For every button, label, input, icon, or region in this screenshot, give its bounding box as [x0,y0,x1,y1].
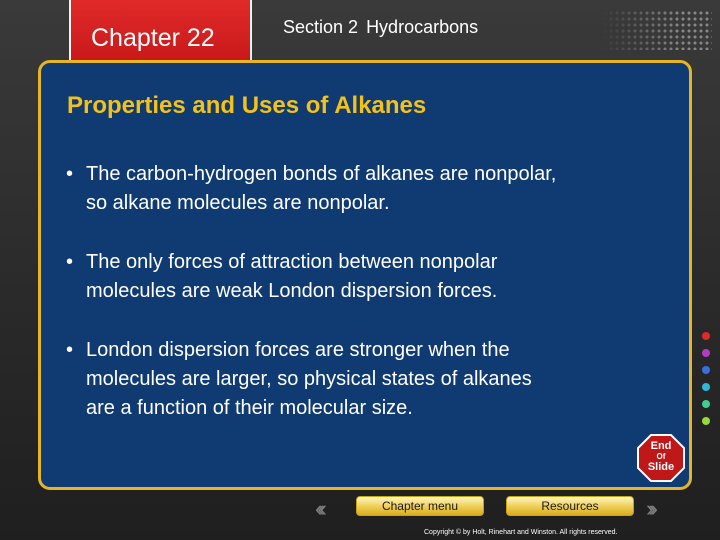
section-title [283,17,478,38]
resources-button[interactable]: Resources [506,496,634,516]
section-number: Section 2 [283,17,359,37]
bullet-item [66,248,666,306]
color-dot [702,383,710,391]
bullet-line: molecules are weak London dispersion forces. [86,280,498,302]
end-slide-text: Of [656,452,666,461]
bullet-mark: • [66,339,74,361]
bullet-line: London dispersion forces are stronger when the [86,339,510,361]
color-dot [702,366,710,374]
section-name: Hydrocarbons [366,17,479,37]
previous-slide-arrows[interactable]: ‹‹‹ [315,496,322,521]
bullet-line: molecules are larger, so physical states of alkanes [86,368,532,390]
color-dot [702,400,710,408]
end-of-slide-button[interactable] [637,434,685,482]
color-dot [702,417,710,425]
bullet-line: are a function of their molecular size. [86,397,413,419]
chapter-label: Chapter 22 [91,24,215,52]
copyright-notice: Copyright © by Holt, Rinehart and Winston. All rights reserved. [424,529,618,536]
bullet-line: so alkane molecules are nonpolar. [86,192,390,214]
decorative-dot-grid [602,10,712,50]
end-slide-text: End [650,440,672,452]
bullet-line: The only forces of attraction between nonpolar [86,251,498,273]
bullet-mark: • [66,251,74,273]
next-slide-arrows[interactable]: ››› [646,496,653,521]
bullet-mark: • [66,163,74,185]
chapter-menu-button[interactable]: Chapter menu [356,496,484,516]
bullet-list [66,160,666,453]
bullet-item [66,336,666,423]
color-dot [702,332,710,340]
side-color-dots [702,332,712,434]
bullet-line: The carbon-hydrogen bonds of alkanes are nonpolar, [86,163,557,185]
end-slide-text: Slide [647,461,675,473]
bullet-item [66,160,666,218]
slide-title: Properties and Uses of Alkanes [67,92,427,119]
color-dot [702,349,710,357]
